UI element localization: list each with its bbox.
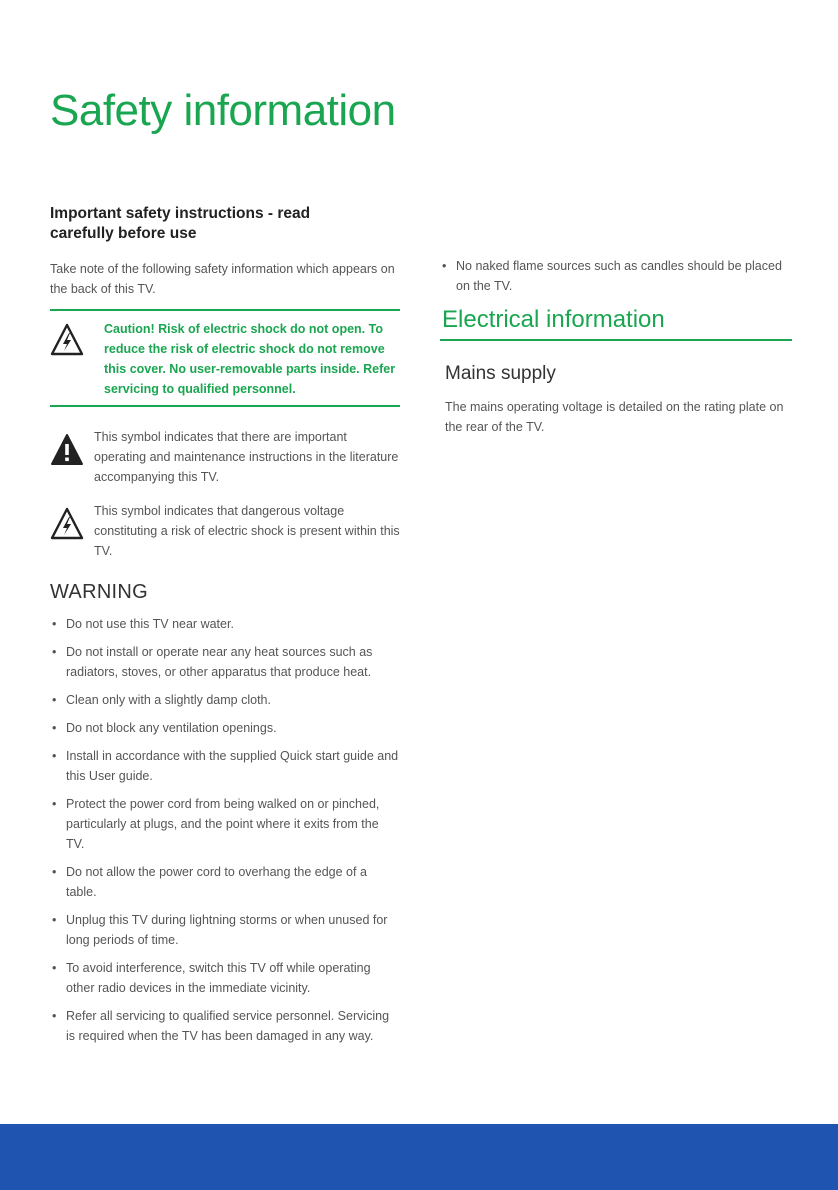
symbol-description: This symbol indicates that dangerous voltage constituting a risk of electric shock is present within this TV. <box>94 504 400 558</box>
bullet-icon: • <box>52 749 57 763</box>
warning-list-item: • To avoid interference, switch this TV off while operating other radio devices in the immediate vicinity. <box>50 958 400 998</box>
bullet-icon: • <box>52 617 57 631</box>
bullet-icon: • <box>52 913 57 927</box>
exclamation-warning-icon <box>50 433 84 467</box>
right-column <box>440 256 792 437</box>
intro-paragraph: Take note of the following safety information which appears on the back of this TV. <box>50 262 395 296</box>
symbol-row-voltage <box>50 501 400 561</box>
warning-list-item: • Do not allow the power cord to overhang the edge of a table. <box>50 862 400 902</box>
symbol-description: This symbol indicates that there are important operating and maintenance instructions in the literature accompanying this TV. <box>94 430 399 484</box>
bullet-icon: • <box>52 645 57 659</box>
warning-list-continued <box>440 256 792 296</box>
lightning-warning-icon <box>50 323 84 357</box>
bullet-icon: • <box>442 259 447 273</box>
warning-list-item: • Do not install or operate near any heat sources such as radiators, stoves, or other apparatus that produce heat. <box>50 642 400 682</box>
footer-bar <box>0 1124 838 1190</box>
caution-box <box>50 309 400 407</box>
bullet-icon: • <box>52 721 57 735</box>
warning-list-item: • Unplug this TV during lightning storms or when unused for long periods of time. <box>50 910 400 950</box>
bullet-icon: • <box>52 1009 57 1023</box>
lightning-warning-icon <box>50 507 84 541</box>
safety-instructions-subheading: Important safety instructions - read carefully before use <box>50 205 311 242</box>
warning-list-item: • Clean only with a slightly damp cloth. <box>50 690 400 710</box>
warning-list-item: • Protect the power cord from being walked on or pinched, particularly at plugs, and the point where it exits from the TV. <box>50 794 400 854</box>
symbol-row-instructions <box>50 427 400 487</box>
warning-list-item: • Install in accordance with the supplied Quick start guide and this User guide. <box>50 746 400 786</box>
bullet-icon: • <box>52 865 57 879</box>
warning-list-item: • Do not block any ventilation openings. <box>50 718 400 738</box>
bullet-icon: • <box>52 961 57 975</box>
warning-list-item: • Do not use this TV near water. <box>50 614 400 634</box>
mains-supply-heading: Mains supply <box>445 363 556 384</box>
warning-list-item: • No naked flame sources such as candles should be placed on the TV. <box>440 256 792 296</box>
warning-heading: WARNING <box>50 581 149 603</box>
bullet-icon: • <box>52 797 57 811</box>
bullet-icon: • <box>52 693 57 707</box>
mains-supply-text: The mains operating voltage is detailed on the rating plate on the rear of the TV. <box>445 400 784 434</box>
electrical-information-heading: Electrical information <box>440 306 792 341</box>
left-column <box>50 204 400 1054</box>
warning-list <box>50 614 400 1046</box>
page-title: Safety information <box>50 86 396 135</box>
warning-list-item: • Refer all servicing to qualified service personnel. Servicing is required when the TV has been damaged in any way. <box>50 1006 400 1046</box>
caution-text: Caution! Risk of electric shock do not open. To reduce the risk of electric shock do not remove this cover. No user-removable parts inside. Refer servicing to qualified personnel. <box>104 322 396 396</box>
